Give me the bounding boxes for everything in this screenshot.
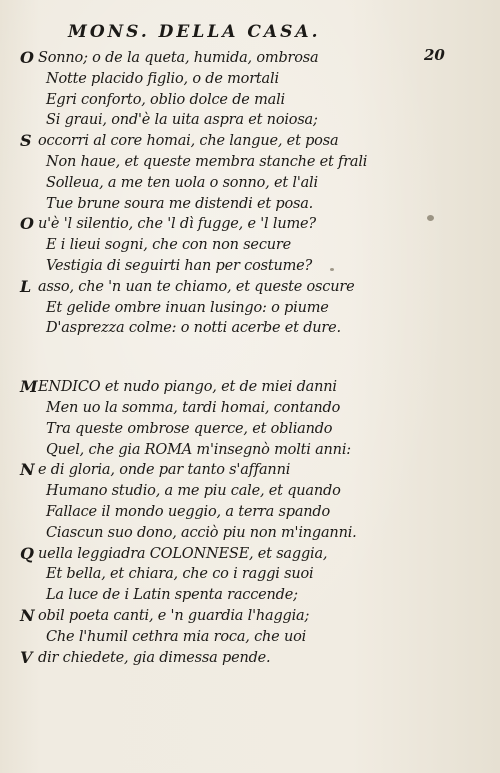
verse-text: Vestigia di seguirti han per costume?: [46, 257, 313, 274]
verse-line: [12, 131, 352, 152]
verse-text: Quel, che gia ROMA m'insegnò molti anni:: [46, 441, 351, 458]
verse-text: Non haue, et queste membra stanche et frali: [46, 153, 368, 170]
verse-text: Che l'humil cethra mia roca, che uoi: [46, 628, 307, 645]
verse-line: [12, 110, 352, 131]
verse-line: [12, 523, 357, 544]
verse-line: [12, 214, 352, 235]
verse-initial: O: [20, 48, 34, 67]
verse-initial: N: [20, 460, 35, 480]
verse-text: obil poeta canti, e 'n guardia l'haggia;: [38, 607, 310, 624]
page-number: 20: [424, 46, 445, 64]
verse-initial: M: [20, 377, 38, 397]
verse-line: [12, 440, 352, 461]
verse-text: dir chiedete, gia dimessa pende.: [38, 649, 271, 666]
sonnet: [12, 377, 357, 668]
verse-text: uella leggiadra COLONNESE, et saggia,: [38, 545, 328, 562]
verse-text: Et bella, et chiara, che co i raggi suoi: [46, 566, 314, 583]
verse-initial: S: [20, 131, 32, 151]
verse-text: Solleua, a me ten uola o sonno, et l'ali: [46, 174, 318, 191]
verse-text: asso, che 'n uan te chiamo, et queste oscure: [38, 278, 355, 295]
verse-line: [12, 544, 352, 565]
verse-line: [12, 152, 368, 173]
verse-line: [12, 481, 352, 502]
verse-line: [12, 460, 352, 481]
verse-line: [12, 419, 352, 440]
running-head: MONS. DELLA CASA.: [68, 22, 321, 42]
verse-line: [12, 502, 352, 523]
ink-spot: [427, 215, 434, 221]
verse-text: Sonno; o de la queta, humida, ombrosa: [38, 50, 319, 66]
verse-line: [12, 648, 352, 669]
sonnet: [12, 48, 368, 339]
verse-line: [12, 48, 352, 69]
verse-text: ENDICO et nudo piango, et de miei danni: [38, 379, 337, 396]
verse-line: [12, 276, 355, 298]
verse-line: [12, 173, 352, 194]
verse-initial: L: [20, 276, 32, 296]
verse-text: Si graui, ond'è la uita aspra et noiosa;: [46, 112, 318, 129]
verse-text: u'è 'l silentio, che 'l dì fugge, e 'l lume?: [38, 216, 316, 233]
verse-line: [12, 377, 352, 398]
verse-line: [12, 627, 352, 648]
verse-line: [12, 256, 352, 277]
verse-line: [12, 69, 352, 90]
verse-line: [12, 194, 352, 215]
verse-line: [12, 585, 352, 606]
poem-text: [12, 48, 368, 668]
verse-initial: N: [20, 605, 35, 625]
verse-text: Humano studio, a me piu cale, et quando: [46, 483, 341, 500]
verse-line: [12, 235, 352, 256]
verse-initial: V: [20, 647, 33, 667]
verse-text: occorri al core homai, che langue, et posa: [38, 133, 339, 150]
stanza-gap: [12, 339, 352, 377]
verse-line: [12, 90, 352, 111]
verse-text: Notte placido figlio, o de mortali: [46, 70, 279, 87]
verse-initial: O: [20, 214, 34, 234]
verse-text: Egri conforto, oblio dolce de mali: [46, 91, 285, 108]
verse-line: [12, 318, 352, 339]
verse-text: Fallace il mondo ueggio, a terra spando: [46, 503, 331, 520]
verse-text: D'asprezza colme: o notti acerbe et dure.: [46, 320, 341, 337]
verse-text: e di gloria, onde par tanto s'affanni: [38, 462, 291, 479]
verse-line: [12, 398, 352, 419]
verse-line: [12, 606, 352, 627]
verse-initial: Q: [20, 543, 34, 563]
verse-text: La luce de i Latin spenta raccende;: [46, 587, 298, 604]
verse-text: Tra queste ombrose querce, et obliando: [46, 420, 333, 437]
verse-text: Tue brune soura me distendi et posa.: [46, 195, 314, 212]
verse-line: [12, 298, 352, 319]
verse-line: [12, 564, 352, 585]
verse-text: E i lieui sogni, che con non secure: [46, 237, 291, 254]
verse-text: Ciascun suo dono, acciò piu non m'inganni.: [46, 524, 357, 541]
verse-text: Men uo la somma, tardi homai, contando: [46, 399, 341, 416]
verse-text: Et gelide ombre inuan lusingo: o piume: [46, 299, 329, 316]
